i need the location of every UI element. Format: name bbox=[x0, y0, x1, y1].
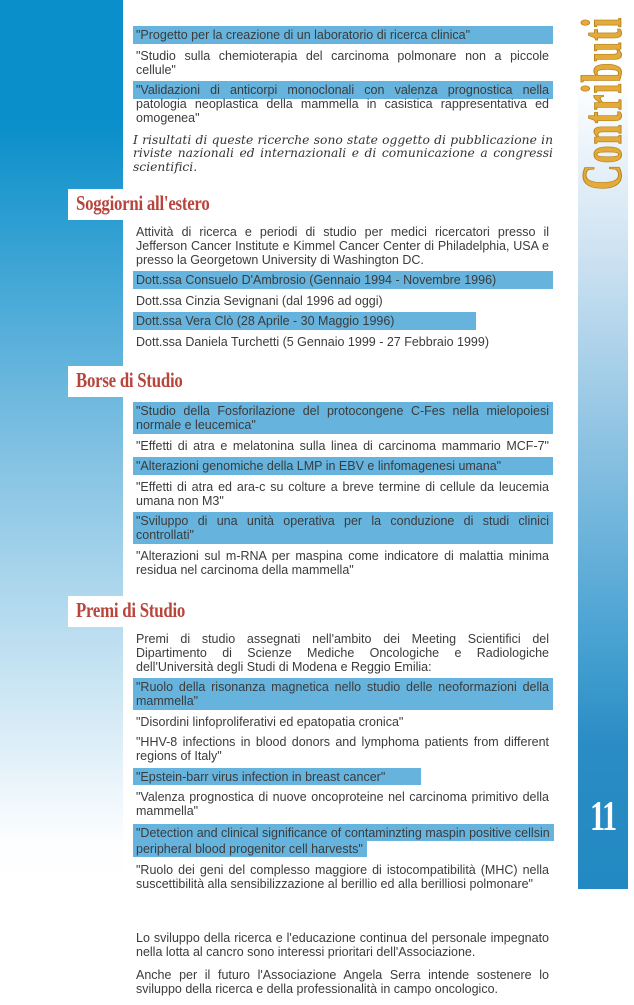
research-item: Dott.ssa Consuelo D'Ambrosio (Gennaio 1994 - Novembre 1996) bbox=[133, 271, 553, 289]
section-borse bbox=[76, 366, 553, 578]
section-premi bbox=[76, 596, 553, 893]
research-item: Dott.ssa Vera Clò (28 Aprile - 30 Maggio 1996) bbox=[133, 312, 476, 330]
section-heading-box bbox=[68, 189, 265, 220]
research-item: Dott.ssa Daniela Turchetti (5 Gennaio 1999 - 27 Febbraio 1999) bbox=[136, 334, 489, 349]
research-item: "Alterazioni sul m-RNA per maspina come indicatore di malattia minima residua nel carcinoma della mammella" bbox=[136, 548, 549, 577]
side-title-contributi: Contributi bbox=[571, 16, 634, 191]
section-title: Soggiorni all'estero bbox=[76, 191, 210, 215]
research-item: "Effetti di atra ed ara-c su colture a breve termine di cellule da leucemia umana non M3" bbox=[136, 479, 549, 508]
page-number: 11 bbox=[590, 794, 616, 840]
highlighted-text: "Detection and clinical significance of contaminzting maspin positive cellsin peripheral blood progenitor cell harvests" bbox=[133, 824, 554, 858]
research-item: "Studio sulla chemioterapia del carcinoma polmonare non a piccole cellule" bbox=[136, 48, 549, 77]
research-item bbox=[133, 823, 553, 859]
section-heading-box bbox=[68, 596, 234, 627]
left-gradient-panel bbox=[0, 0, 123, 889]
research-item: "Valenza prognostica di nuove oncoproteine nel carcinoma primitivo della mammella" bbox=[136, 790, 549, 818]
section-intro: Attività di ricerca e periodi di studio per medici ricercatori presso il Jefferson Cancer Institute e Kimmel Cancer Center di Philadelphia, USA e presso la Georgetown University di Washington DC. bbox=[136, 225, 549, 267]
research-item: "Effetti di atra e melatonina sulla linea di carcinoma mammario MCF-7" bbox=[136, 438, 549, 453]
section-title: Premi di Studio bbox=[76, 598, 186, 622]
research-item: Dott.ssa Cinzia Sevignani (dal 1996 ad oggi) bbox=[136, 293, 383, 308]
research-item: "HHV-8 infections in blood donors and lymphoma patients from different regions of Italy" bbox=[136, 735, 549, 763]
section-title: Borse di Studio bbox=[76, 368, 183, 392]
research-item: "Progetto per la creazione di un laboratorio di ricerca clinica" bbox=[133, 26, 553, 44]
section-heading-box bbox=[68, 366, 231, 397]
section-list bbox=[76, 189, 553, 893]
research-item: "Disordini linfoproliferativi ed epatopatia cronica" bbox=[136, 714, 404, 729]
research-item: "Ruolo dei geni del complesso maggiore di istocompatibilità (MHC) nella suscettibilità alla sensibilizzazione al berillio ed alla berilliosi polmonare" bbox=[136, 863, 549, 891]
publication-note: I risultati di queste ricerche sono state oggetto di pubblicazione in riviste nazionali ed internazionali e di comunicazione a congressi scientifici. bbox=[133, 132, 553, 174]
content-column bbox=[76, 0, 553, 1005]
section-soggiorni bbox=[76, 189, 553, 350]
research-item: "Epstein-barr virus infection in breast cancer" bbox=[133, 768, 421, 786]
closing-paragraph: Anche per il futuro l'Associazione Angela Serra intende sostenere lo sviluppo della ricerca e della professionalità in campo oncologico. bbox=[136, 967, 549, 996]
closing-paragraph: Lo sviluppo della ricerca e l'educazione continua del personale impegnato nella lotta al cancro sono interessi prioritari dell'Associazione. bbox=[136, 930, 549, 959]
research-item: "Validazioni di anticorpi monoclonali con valenza prognostica nella patologia neoplastica della mammella in casistica rappresentativa ed omogenea" bbox=[133, 81, 553, 127]
intro-item-list bbox=[133, 26, 553, 127]
research-item: "Studio della Fosforilazione del protocongene C-Fes nella mielopoiesi normale e leucemica" bbox=[133, 402, 553, 434]
research-item: "Ruolo della risonanza magnetica nello studio delle neoformazioni della mammella" bbox=[133, 678, 553, 710]
closing-paragraphs bbox=[133, 931, 553, 996]
research-item: "Sviluppo di una unità operativa per la conduzione di studi clinici controllati" bbox=[133, 512, 553, 544]
research-item: "Alterazioni genomiche della LMP in EBV e linfomagenesi umana" bbox=[133, 457, 553, 475]
section-intro: Premi di studio assegnati nell'ambito dei Meeting Scientifici del Dipartimento di Scienze Mediche Oncologiche e Radiologiche dell'Università degli Studi di Modena e Reggio Emilia: bbox=[136, 632, 549, 674]
